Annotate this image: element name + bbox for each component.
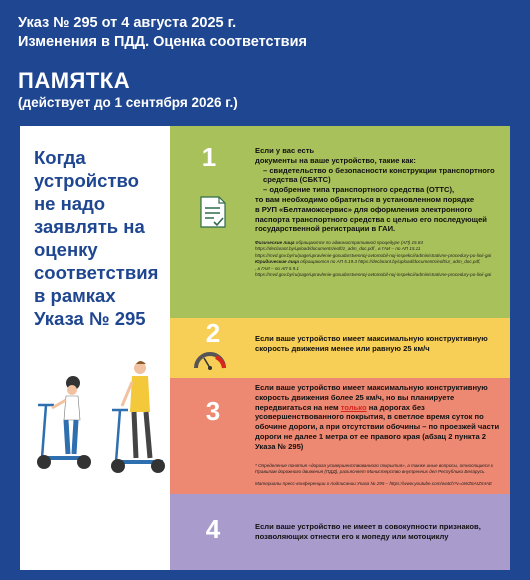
section-3-text	[255, 383, 500, 452]
s1-p4: в РУП «Белтаможсервис» для оформления электронного паспорта транспортного средства с целью его последующей государственной регистрации в ГАИ.	[255, 204, 487, 234]
section-1-text	[255, 146, 500, 234]
s3-t2: на дорогах без усовершенствованного покрытия, в светлое время суток по обочине дороги, а при отсутствии обочины – по проезжей части дороги не далее 1 метра от ее правого края (абзац 2 пункта 2 Указа № 295)	[255, 402, 500, 451]
f2-link[interactable]: https://mvd.gov.by/ru/page/upravlenie-gosudarstvennoj-avtomobil-noj-inspekcii/administrativne-procedury-po-linii-gai	[255, 272, 492, 278]
s1-p3: то вам необходимо обратиться в установленном порядке	[255, 194, 475, 204]
section-3-press-link[interactable]: Материалы пресс-конференции о подписании Указа № 295 – https://www.youtube.com/watch?v=oWZ6AIZmIAE	[255, 481, 492, 486]
f1-text: обращаются по административной процедуре (АП) 15.84	[294, 240, 423, 245]
f2-text[interactable]: обращаются по АП 5.19.3 https://declarant.by/upload/documents/eoft/ur_adm_doc.pdf,	[298, 259, 481, 265]
s1-p1: Если у вас есть	[255, 146, 315, 155]
section-1-number: 1	[201, 142, 217, 172]
valid-until: (действует до 1 сентября 2026 г.)	[18, 95, 238, 110]
section-2-number: 2	[205, 318, 221, 348]
changes-title: Изменения в ПДД. Оценка соответствия	[18, 34, 307, 50]
memo-title: ПАМЯТКА	[18, 68, 131, 93]
section-4-text: Если ваше устройство не имеет в совокупности признаков, позволяющих отнести его к мопеду или мотоциклу	[255, 522, 481, 541]
s1-b2: – одобрение типа транспортного средства (ОТТС),	[263, 185, 455, 195]
f2-b: , в ГАИ – по АП 5.9.1	[255, 265, 299, 271]
f2-label: Юридические лица	[255, 259, 299, 265]
f1-label: Физические лица	[255, 240, 295, 245]
section-3-footnote: * Определение понятия «дорога усовершенствованного покрытия», а также иные вопросы, относящиеся к Правилам дорожного движения (ПДД), разъясняет Министерство внутренних дел Республики Беларусь.	[255, 463, 493, 475]
scooter-riders-illustration	[28, 350, 168, 475]
document-icon	[198, 195, 228, 229]
s3-only: только	[340, 402, 367, 412]
section-3-number: 3	[205, 396, 221, 426]
speedometer-icon	[192, 348, 228, 370]
header	[0, 0, 530, 126]
f1-link2[interactable]: https://mvd.gov.by/ru/page/upravlenie-gosudarstvennoj-avtomobil-noj-inspekcii/administrativne-procedury-po-linii-gai	[255, 252, 492, 258]
s1-b1: – свидетельство о безопасности конструкции транспортного средства (СБКТС)	[263, 165, 495, 185]
section-2-text: Если ваше устройство имеет максимальную конструктивную скорость движения менее или равную 25 км/ч	[255, 334, 488, 353]
s1-p2: документы на ваше устройство, такие как:	[255, 155, 416, 165]
decree-title: Указ № 295 от 4 августа 2025 г.	[18, 15, 237, 31]
left-title: Когда устройство не надо заявлять на оценку соответствия в рамках Указа № 295	[34, 147, 159, 329]
section-1-fineprint	[255, 240, 505, 278]
section-4-number: 4	[205, 514, 221, 544]
f1-link1[interactable]: https://declarant.by/upload/documents/eoft/z_adm_doc.pdf , в ГАИ – по АП 15.11	[255, 246, 421, 252]
s3-t1: Если ваше устройство имеет максимальную конструктивную скорость движения более 25 км/ч, но вы планируете передвигаться на нем	[255, 383, 488, 412]
